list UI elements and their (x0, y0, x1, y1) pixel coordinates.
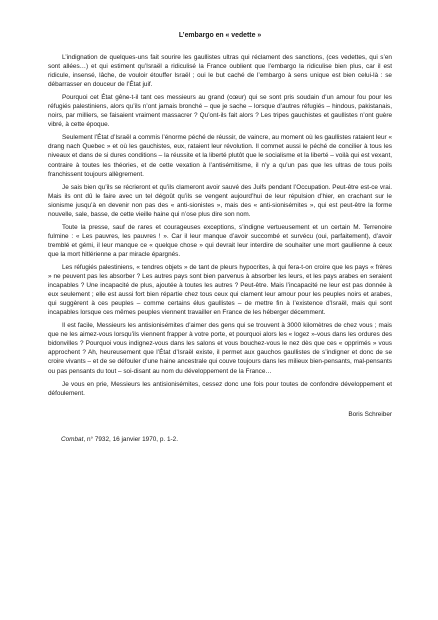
article-body (48, 53, 392, 398)
source-publication: Combat (61, 435, 84, 443)
paragraph-1: L’indignation de quelques-uns fait sourire les gaullistes ultras qui réclament des sanctions, (ces vedettes, qui s’en sont allées…) et qui estiment qu’Israël a ridiculisé la France oublient que l’embargo la ridiculise bien plus, car il est ridicule, insensé, lâche, de vouloir étouffer Israël ; oui le but caché de l’embargo à sens unique est bien celui-là : se débarrasser en douceur de l’État juif. (48, 54, 392, 89)
author-signature: Boris Schreiber (348, 410, 392, 418)
paragraph-4: Je sais bien qu’ils se récrieront et qu’ils clameront avoir sauvé des Juifs pendant l’Occupation. Peut-être est-ce vrai. Mais ils ont dû le faire avec un tel dégoût qu’ils se vengent aujourd’hui de leur répulsion d’hier, en crachant sur le sionisme jusqu’à en devenir non pas des « anti-sionistes », mais des « anti-sionisémites », qui est peut-être la forme nouvelle, sale, basse, de cette vieille haine qui n’ose plus dire son nom. (48, 183, 392, 218)
paragraph-8: Je vous en prie, Messieurs les antisionisémites, cessez donc une fois pour toutes de confondre développement et défoulement. (48, 380, 392, 397)
source-details: , n° 7932, 16 janvier 1970, p. 1-2. (83, 435, 178, 443)
paragraph-5: Toute la presse, sauf de rares et courageuses exceptions, s’indigne vertueusement et un certain M. Terrenoire fulmine : « Les pauvres, les pauvres ! ». Car il leur manque d’avoir succombé et survécu (oui, parfaitement), d’avoir tremblé et gémi, il leur manque ce « quelque chose » qui devrait leur interdire de souhaiter une mort gaullienne à ceux que la mort hitlérienne a par miracle épargnés. (48, 223, 392, 258)
paragraph-7: Il est facile, Messieurs les antisionisémites d’aimer des gens qui se trouvent à 3000 kilomètres de chez vous ; mais que ne les aimez-vous lorsqu’ils viennent frapper à votre porte, et pourquoi alors les « logez »-vous dans les ordures des bidonvilles ? Pourquoi vous indignez-vous dans les salons et vous bouchez-vous le nez dès que ces « opprimés » vous approchent ? Ah, heureusement que l’État d’Israël existe, il permet aux gauchos gaullistes de s’indigner et donc de se croire vivants – et de se défouler d’une haine ancestrale qui couve toujours dans les milieux bien-pensants, mal-pensants ou pas pensants du tout – soi-disant au nom du développement de la France… (48, 322, 392, 375)
article-title: L’embargo en « vedette » (178, 32, 262, 39)
paragraph-6: Les réfugiés palestiniens, « tendres objets » de tant de pleurs hypocrites, à qui fera-t-on croire que les pays « frères » ne peuvent pas les absorber ? Les autres pays sont bien parvenus à absorber les leurs, et les pays arabes en seraient incapables ? Une incapacité de plus, ajoutée à toutes les autres ? Peut-être. Mais l’incapacité ne leur est pas donnée à eux seulement ; elle est aussi fort bien répartie chez tous ceux qui clament leur amour pour les peuples noirs et arabes, qui suggèrent à ces peuples – comme certains élus gaullistes – de mettre fin à l’existence d’Israël, mais qui sont incapables lorsque ces mêmes peuples viennent travailler en France de les héberger décemment. (48, 263, 392, 317)
source-citation (61, 435, 392, 444)
paragraph-3: Seulement l’État d’Israël a commis l’énorme péché de réussir, de vaincre, au moment où les gaullistes rataient leur « drang nach Quebec » et où les gauchistes, eux, rataient leur révolution. Il commet aussi le péché de concilier à tous les niveaux et dans de si dures conditions – la réussite et la liberté plutôt que le socialisme et la liberté – voilà qui est vexant, contraire à toutes les théories, et de cette vexation à l’antisémitisme, il n’y a qu’un pas que les ultras de tous poils franchissent toujours allègrement. (48, 134, 392, 178)
paragraph-2: Pourquoi cet État gêne-t-il tant ces messieurs au grand (cœur) qui se sont pris soudain d’un amour fou pour les réfugiés palestiniens, alors qu’ils n’ont jamais bronché – que je sache – lorsque d’autres réfugiés – hindous, pakistanais, noirs, par milliers, se faisaient vraiment massacrer ? Qu’ont-ils fait alors ? Les tripes gauchistes et gaullistes n’ont guère vibré, à cette époque. (48, 94, 392, 129)
